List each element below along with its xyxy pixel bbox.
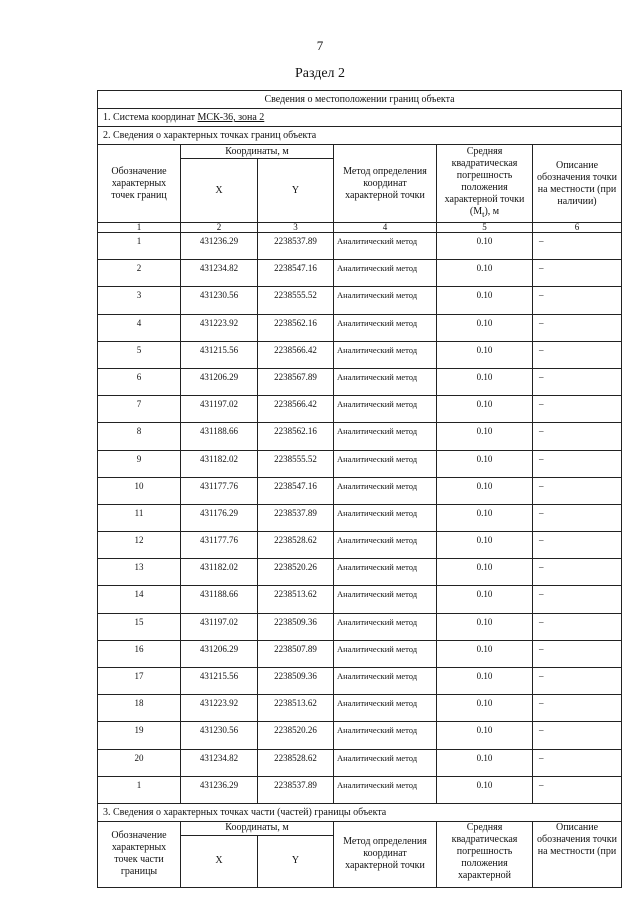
- point-number: 9: [98, 450, 181, 477]
- error-value: 0.10: [437, 450, 533, 477]
- error-value: 0.10: [437, 776, 533, 803]
- col-index: 1: [98, 223, 181, 233]
- description: –: [533, 640, 622, 667]
- point-number: 13: [98, 559, 181, 586]
- error-value: 0.10: [437, 396, 533, 423]
- x-coordinate: 431177.76: [181, 477, 258, 504]
- error-value: 0.10: [437, 260, 533, 287]
- point-number: 1: [98, 233, 181, 260]
- table-row: [98, 396, 622, 423]
- description: –: [533, 586, 622, 613]
- description: –: [533, 233, 622, 260]
- table-row: [98, 722, 622, 749]
- part3-header-point: Обозначение характерных точек части границы: [98, 821, 181, 887]
- y-coordinate: 2238509.36: [258, 613, 334, 640]
- col-index: 5: [437, 223, 533, 233]
- page-number: 7: [316, 38, 324, 53]
- point-number: 3: [98, 287, 181, 314]
- coordinate-system-row: [98, 109, 622, 127]
- x-coordinate: 431236.29: [181, 776, 258, 803]
- table-row: [98, 668, 622, 695]
- table-row: [98, 233, 622, 260]
- y-coordinate: 2238566.42: [258, 341, 334, 368]
- table-row: [98, 559, 622, 586]
- part2-title: 2. Сведения о характерных точках границ объекта: [98, 127, 622, 145]
- header-error-tail: ), м: [484, 206, 500, 217]
- point-number: 17: [98, 668, 181, 695]
- method: Аналитический метод: [334, 396, 437, 423]
- table-row: [98, 776, 622, 803]
- method: Аналитический метод: [334, 504, 437, 531]
- description: –: [533, 559, 622, 586]
- description: –: [533, 341, 622, 368]
- description: –: [533, 722, 622, 749]
- method: Аналитический метод: [334, 450, 437, 477]
- error-value: 0.10: [437, 559, 533, 586]
- point-number: 6: [98, 368, 181, 395]
- table-row: [98, 586, 622, 613]
- point-number: 18: [98, 695, 181, 722]
- method: Аналитический метод: [334, 559, 437, 586]
- col-index: 4: [334, 223, 437, 233]
- table-row: [98, 640, 622, 667]
- error-value: 0.10: [437, 613, 533, 640]
- point-number: 15: [98, 613, 181, 640]
- description: –: [533, 695, 622, 722]
- method: Аналитический метод: [334, 613, 437, 640]
- table-row: [98, 260, 622, 287]
- column-index-row: [98, 223, 622, 233]
- y-coordinate: 2238537.89: [258, 504, 334, 531]
- y-coordinate: 2238537.89: [258, 776, 334, 803]
- y-coordinate: 2238566.42: [258, 396, 334, 423]
- description: –: [533, 423, 622, 450]
- x-coordinate: 431223.92: [181, 314, 258, 341]
- point-number: 1: [98, 776, 181, 803]
- point-number: 10: [98, 477, 181, 504]
- point-number: 2: [98, 260, 181, 287]
- description: –: [533, 368, 622, 395]
- description: –: [533, 396, 622, 423]
- error-value: 0.10: [437, 314, 533, 341]
- table-row: [98, 314, 622, 341]
- header-error-main: Средняя квадратическая погрешность положения характерной точки (M: [444, 146, 525, 217]
- header-x: X: [181, 159, 258, 223]
- y-coordinate: 2238547.16: [258, 477, 334, 504]
- method: Аналитический метод: [334, 722, 437, 749]
- x-coordinate: 431230.56: [181, 722, 258, 749]
- description: –: [533, 613, 622, 640]
- method: Аналитический метод: [334, 532, 437, 559]
- table-row: [98, 287, 622, 314]
- description: –: [533, 749, 622, 776]
- table-row: [98, 749, 622, 776]
- description: –: [533, 504, 622, 531]
- y-coordinate: 2238555.52: [258, 450, 334, 477]
- error-value: 0.10: [437, 749, 533, 776]
- y-coordinate: 2238520.26: [258, 722, 334, 749]
- y-coordinate: 2238562.16: [258, 314, 334, 341]
- method: Аналитический метод: [334, 776, 437, 803]
- method: Аналитический метод: [334, 260, 437, 287]
- header-point: Обозначение характерных точек границ: [98, 145, 181, 223]
- col-index: 3: [258, 223, 334, 233]
- x-coordinate: 431206.29: [181, 640, 258, 667]
- y-coordinate: 2238567.89: [258, 368, 334, 395]
- error-value: 0.10: [437, 586, 533, 613]
- x-coordinate: 431182.02: [181, 450, 258, 477]
- point-number: 14: [98, 586, 181, 613]
- table-row: [98, 613, 622, 640]
- y-coordinate: 2238513.62: [258, 586, 334, 613]
- x-coordinate: 431206.29: [181, 368, 258, 395]
- x-coordinate: 431215.56: [181, 668, 258, 695]
- y-coordinate: 2238528.62: [258, 532, 334, 559]
- error-value: 0.10: [437, 368, 533, 395]
- method: Аналитический метод: [334, 287, 437, 314]
- error-value: 0.10: [437, 722, 533, 749]
- header-coords: Координаты, м: [181, 145, 334, 159]
- error-value: 0.10: [437, 532, 533, 559]
- description: –: [533, 260, 622, 287]
- error-value: 0.10: [437, 423, 533, 450]
- method: Аналитический метод: [334, 423, 437, 450]
- description: –: [533, 776, 622, 803]
- point-number: 5: [98, 341, 181, 368]
- description: –: [533, 532, 622, 559]
- method: Аналитический метод: [334, 314, 437, 341]
- table-row: [98, 341, 622, 368]
- description: –: [533, 287, 622, 314]
- description: –: [533, 314, 622, 341]
- point-number: 12: [98, 532, 181, 559]
- method: Аналитический метод: [334, 668, 437, 695]
- col-index: 2: [181, 223, 258, 233]
- part3-header-description: Описание обозначения точки на местности (при: [533, 821, 622, 887]
- error-value: 0.10: [437, 341, 533, 368]
- table-row: [98, 477, 622, 504]
- point-number: 19: [98, 722, 181, 749]
- coordinate-system-value: МСК-36, зона 2: [197, 112, 265, 123]
- point-number: 7: [98, 396, 181, 423]
- description: –: [533, 668, 622, 695]
- section-title: Раздел 2: [294, 66, 346, 81]
- point-number: 20: [98, 749, 181, 776]
- x-coordinate: 431234.82: [181, 749, 258, 776]
- x-coordinate: 431223.92: [181, 695, 258, 722]
- table-row: [98, 695, 622, 722]
- error-value: 0.10: [437, 695, 533, 722]
- header-method: Метод определения координат характерной точки: [334, 145, 437, 223]
- header-description: Описание обозначения точки на местности (при наличии): [533, 145, 622, 223]
- x-coordinate: 431188.66: [181, 586, 258, 613]
- header-error: [437, 145, 533, 223]
- y-coordinate: 2238562.16: [258, 423, 334, 450]
- error-value: 0.10: [437, 640, 533, 667]
- x-coordinate: 431182.02: [181, 559, 258, 586]
- x-coordinate: 431197.02: [181, 396, 258, 423]
- part3-header-x: X: [181, 835, 258, 887]
- y-coordinate: 2238509.36: [258, 668, 334, 695]
- table-row: [98, 532, 622, 559]
- header-error-sub: t: [482, 210, 485, 219]
- coordinate-system-label: 1. Система координат: [103, 112, 198, 123]
- table-row: [98, 423, 622, 450]
- header-y: Y: [258, 159, 334, 223]
- point-number: 8: [98, 423, 181, 450]
- y-coordinate: 2238528.62: [258, 749, 334, 776]
- y-coordinate: 2238555.52: [258, 287, 334, 314]
- error-value: 0.10: [437, 287, 533, 314]
- method: Аналитический метод: [334, 233, 437, 260]
- y-coordinate: 2238513.62: [258, 695, 334, 722]
- method: Аналитический метод: [334, 368, 437, 395]
- col-index: 6: [533, 223, 622, 233]
- point-number: 4: [98, 314, 181, 341]
- part3-title: 3. Сведения о характерных точках части (частей) границы объекта: [98, 803, 622, 821]
- table-row: [98, 504, 622, 531]
- error-value: 0.10: [437, 477, 533, 504]
- x-coordinate: 431234.82: [181, 260, 258, 287]
- y-coordinate: 2238537.89: [258, 233, 334, 260]
- boundary-table: [97, 90, 622, 888]
- method: Аналитический метод: [334, 749, 437, 776]
- x-coordinate: 431215.56: [181, 341, 258, 368]
- table-row: [98, 368, 622, 395]
- error-value: 0.10: [437, 504, 533, 531]
- method: Аналитический метод: [334, 477, 437, 504]
- method: Аналитический метод: [334, 341, 437, 368]
- part3-header-method: Метод определения координат характерной точки: [334, 821, 437, 887]
- table-heading: Сведения о местоположении границ объекта: [98, 91, 622, 109]
- part3-header-coords: Координаты, м: [181, 821, 334, 835]
- description: –: [533, 450, 622, 477]
- point-number: 11: [98, 504, 181, 531]
- method: Аналитический метод: [334, 586, 437, 613]
- point-number: 16: [98, 640, 181, 667]
- method: Аналитический метод: [334, 695, 437, 722]
- y-coordinate: 2238520.26: [258, 559, 334, 586]
- x-coordinate: 431236.29: [181, 233, 258, 260]
- part3-header-y: Y: [258, 835, 334, 887]
- x-coordinate: 431177.76: [181, 532, 258, 559]
- x-coordinate: 431197.02: [181, 613, 258, 640]
- x-coordinate: 431176.29: [181, 504, 258, 531]
- error-value: 0.10: [437, 668, 533, 695]
- table-row: [98, 450, 622, 477]
- method: Аналитический метод: [334, 640, 437, 667]
- x-coordinate: 431230.56: [181, 287, 258, 314]
- y-coordinate: 2238507.89: [258, 640, 334, 667]
- y-coordinate: 2238547.16: [258, 260, 334, 287]
- part3-header-error: Средняя квадратическая погрешность положения характерной: [437, 821, 533, 887]
- description: –: [533, 477, 622, 504]
- error-value: 0.10: [437, 233, 533, 260]
- x-coordinate: 431188.66: [181, 423, 258, 450]
